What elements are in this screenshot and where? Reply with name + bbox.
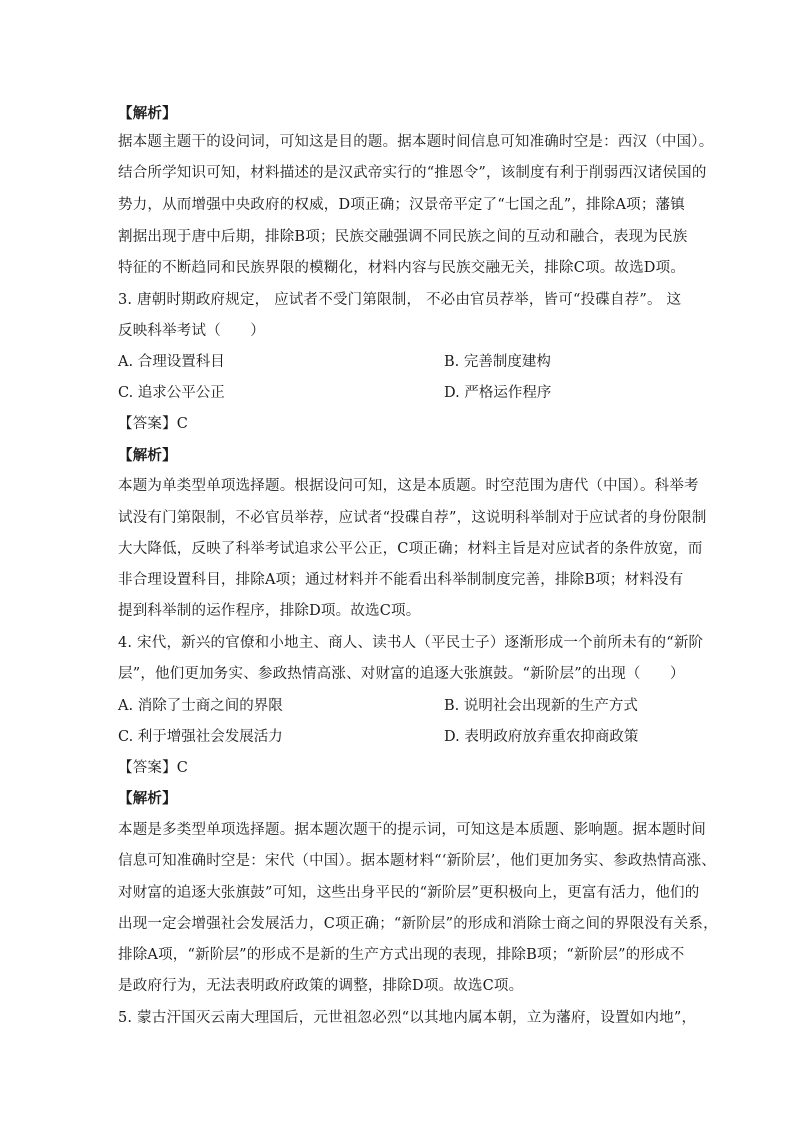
q2-analysis-line: 结合所学知识可知，材料描述的是汉武帝实行的“推恩令”，该制度有利于削弱西汉诸侯国的 <box>118 165 707 181</box>
q4-analysis-line: 是政府行为，无法表明政府政策的调整，排除D项。故选C项。 <box>118 978 524 994</box>
q3-option-a: A. 合理设置科目 <box>118 354 225 370</box>
q3-analysis-line: 大大降低，反映了科举考试追求公平公正，C项正确；材料主旨是对应试者的条件放宽，而 <box>118 541 703 557</box>
q3-stem-line: 反映科举考试（ ） <box>118 323 265 339</box>
q4-stem-line: 层”，他们更加务实、参政热情高涨、对财富的追逐大张旗鼓。“新阶层”的出现（ ） <box>118 666 685 682</box>
q4-analysis-line: 排除A项，“新阶层”的形成不是新的生产方式出现的表现，排除B项；“新阶层”的形成不 <box>118 947 685 963</box>
q4-option-c: C. 利于增强社会发展活力 <box>118 729 283 745</box>
q3-stem-line: 3. 唐朝时期政府规定， 应试者不受门第限制， 不必由官员荐举，皆可“投碟自荐”。 这 <box>118 292 682 308</box>
q4-analysis-line: 信息可知准确时空是：宋代（中国）。据本题材料“‘新阶层’，他们更加务实、参政热情高涨、 <box>118 853 716 869</box>
q3-analysis-label: 【解析】 <box>118 447 177 464</box>
q2-analysis-label: 【解析】 <box>118 105 177 122</box>
q2-analysis-line: 特征的不断趋同和民族界限的模糊化，材料内容与民族交融无关，排除C项。故选D项。 <box>118 260 686 276</box>
q4-analysis-label: 【解析】 <box>118 790 177 807</box>
q4-option-a: A. 消除了士商之间的界限 <box>118 698 283 714</box>
q4-answer: 【答案】C <box>118 760 189 776</box>
q3-analysis-line: 试没有门第限制，不必官员举荐，应试者“投碟自荐”，这说明科举制对于应试者的身份限制 <box>118 510 707 526</box>
q4-analysis-line: 对财富的追逐大张旗鼓”可知，这些出身平民的“新阶层”更积极向上，更富有活力，他们的 <box>118 885 700 901</box>
q3-option-d: D. 严格运作程序 <box>444 385 552 401</box>
q4-option-b: B. 说明社会出现新的生产方式 <box>444 698 638 714</box>
q4-analysis-line: 本题是多类型单项选择题。据本题次题干的提示词，可知这是本质题、影响题。据本题时间 <box>118 822 706 838</box>
q2-analysis-line: 据本题主题干的设问词，可知这是目的题。据本题时间信息可知准确时空是：西汉（中国）。 <box>118 134 714 150</box>
q4-option-d: D. 表明政府放弃重农抑商政策 <box>444 729 639 745</box>
q3-analysis-line: 非合理设置科目，排除A项；通过材料并不能看出科举制制度完善，排除B项；材料没有 <box>118 572 684 588</box>
q3-analysis-line: 提到科举制的运作程序，排除D项。故选C项。 <box>118 603 421 619</box>
q5-stem-line: 5. 蒙古汗国灭云南大理国后，元世祖忽必烈“以其地内属本朝，立为藩府，设置如内地”， <box>118 1010 697 1026</box>
q2-analysis-line: 势力，从而增强中央政府的权威，D项正确；汉景帝平定了“七国之乱”，排除A项；藩镇 <box>118 197 685 213</box>
q3-answer: 【答案】C <box>118 416 189 432</box>
q4-analysis-line: 出现一定会增强社会发展活力，C项正确；“新阶层”的形成和消除士商之间的界限没有关系， <box>118 916 718 932</box>
q3-analysis-line: 本题为单类型单项选择题。根据设问可知，这是本质题。时空范围为唐代（中国）。科举考 <box>118 478 699 494</box>
q2-analysis-line: 割据出现于唐中后期，排除B项；民族交融强调不同民族之间的互动和融合，表现为民族 <box>118 229 688 245</box>
q3-option-c: C. 追求公平公正 <box>118 385 225 401</box>
q3-option-b: B. 完善制度建构 <box>444 354 551 370</box>
q4-stem-line: 4. 宋代，新兴的官僚和小地主、商人、读书人（平民士子）逐渐形成一个前所未有的“新阶 <box>118 635 704 651</box>
